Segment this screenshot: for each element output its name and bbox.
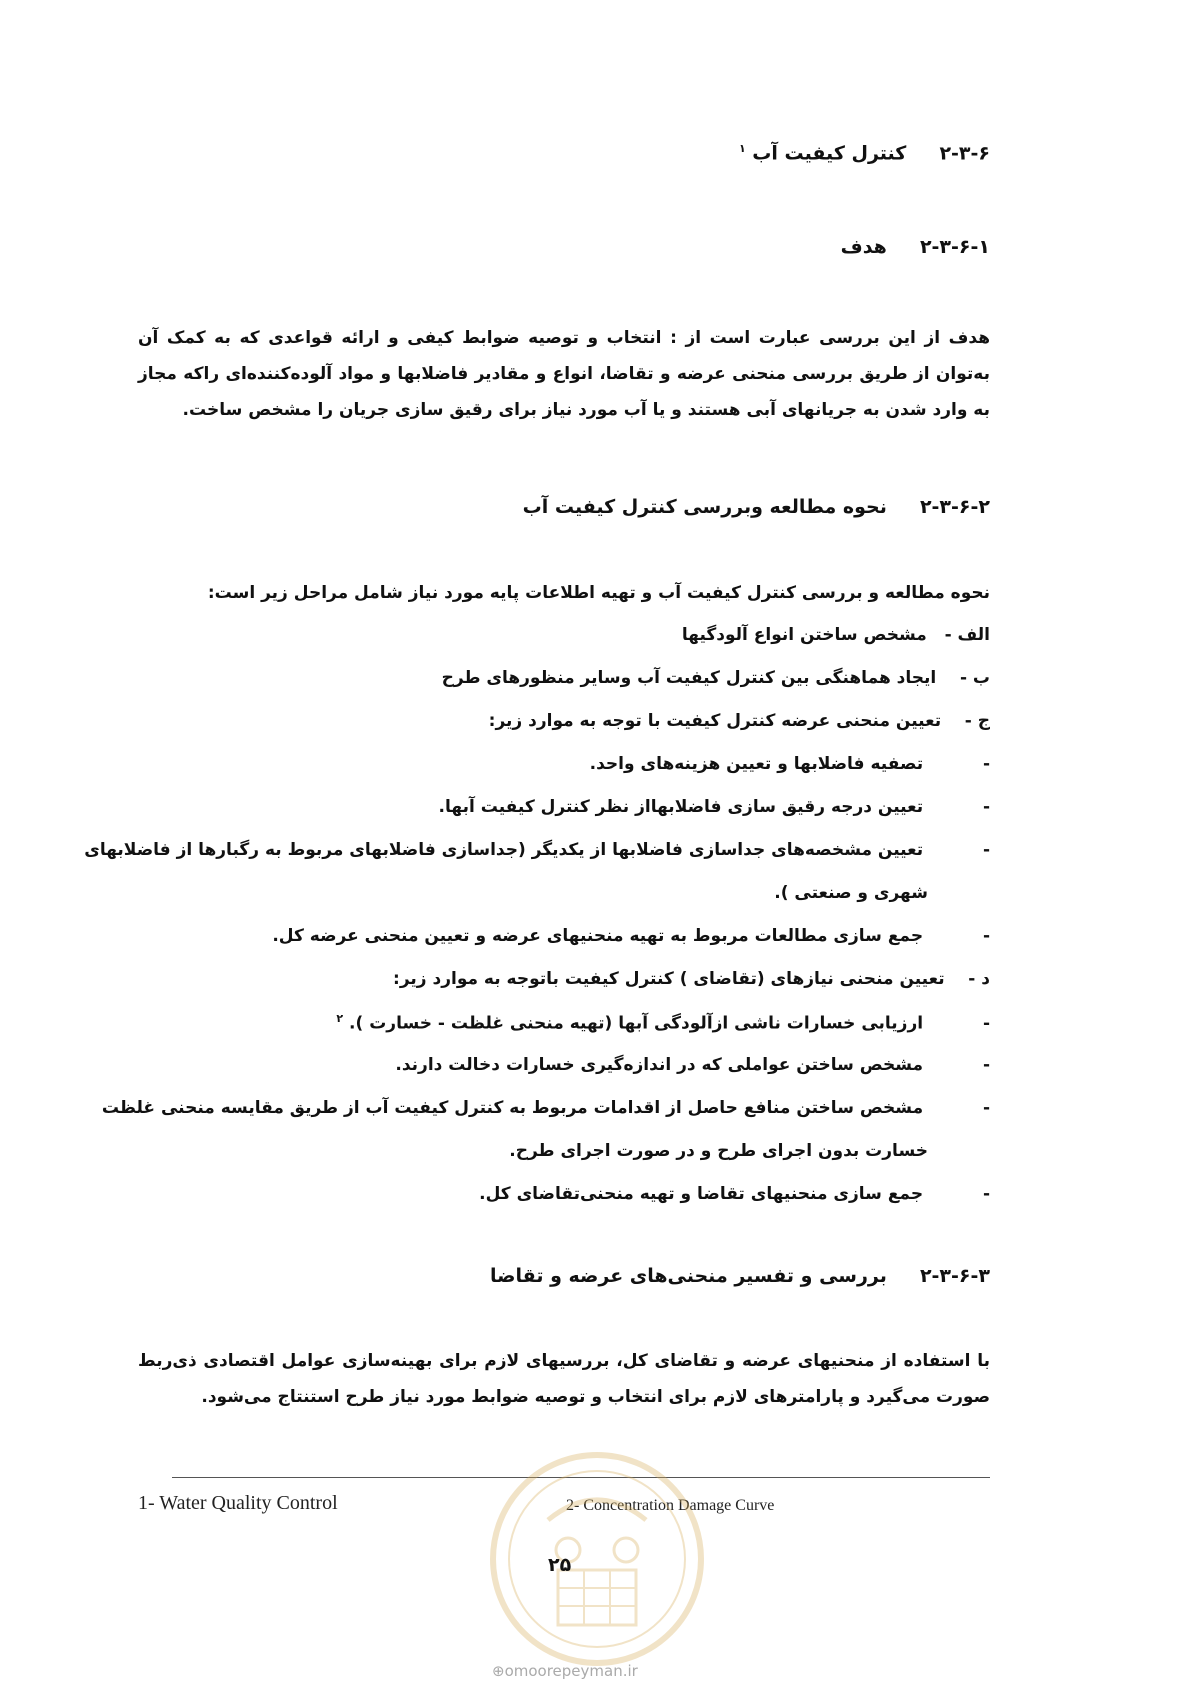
list-label: الف - [944, 625, 990, 645]
dash: - [982, 1013, 990, 1034]
list-item-alef [682, 625, 990, 645]
heading-number: ۲-۳-۶ [939, 142, 990, 165]
sub-item [479, 1184, 990, 1204]
sub-item-continuation: خسارت بدون اجرای طرح و در صورت اجرای طرح. [509, 1141, 928, 1161]
dash: - [982, 1184, 990, 1204]
watermark-url-text: omoorepeyman.ir [504, 1662, 638, 1680]
paragraph-objective: هدف از این بررسی عبارت است از : انتخاب و توصیه ضوابط کیفی و ارائه قواعدی که به کمک آن به‌توان از طریق بررسی منحنی عرضه و تقاضا، انواع و مقادیر فاضلابها و مواد آلوده‌کننده‌ای راکه مجاز به وارد شدن به جریانهای آبی هستند و یا آب مورد نیاز برای رقیق سازی جریان را مشخص ساخت. [138, 328, 990, 420]
paragraph-interpretation: با استفاده از منحنیهای عرضه و تقاضای کل، بررسیهای لازم برای بهینه‌سازی عوامل اقتصادی ذی‌ربط صورت می‌گیرد و پارامترهای لازم برای انتخاب و توصیه ضوابط مورد نیاز طرح استنتاج می‌شود. [138, 1351, 990, 1407]
sub-item-text: تعیین درجه رقیق سازی فاضلابهااز نظر کنترل کیفیت آبها. [438, 797, 924, 817]
sub-item [590, 754, 990, 774]
heading-number: ۲-۳-۶-۱ [919, 236, 990, 258]
sub-item [84, 840, 990, 860]
watermark-url [492, 1662, 638, 1680]
sub-item-text: ارزیابی خسارات ناشی ازآلودگی آبها (تهیه منحنی غلظت - خسارت ). [349, 1013, 924, 1034]
footnote-ref: ۱ [738, 142, 746, 155]
sub-item [272, 926, 990, 946]
list-label: ب - [959, 668, 990, 688]
heading-number: ۲-۳-۶-۳ [919, 1265, 990, 1287]
sub-item-continuation: شهری و صنعتی ). [774, 883, 928, 903]
sub-item-text: مشخص ساختن عواملی که در اندازه‌گیری خسارات دخالت دارند. [395, 1055, 924, 1075]
section-heading-2-3-6-1 [841, 236, 990, 258]
dash: - [982, 926, 990, 946]
sub-item-text: تصفیه فاضلابها و تعیین هزینه‌های واحد. [589, 754, 924, 774]
intro-line: نحوه مطالعه و بررسی کنترل کیفیت آب و تهیه اطلاعات پایه مورد نیاز شامل مراحل زیر است: [207, 583, 990, 603]
sub-item-text: مشخص ساختن منافع حاصل از اقدامات مربوط به کنترل کیفیت آب از طریق مقایسه منحنی غلظت [101, 1098, 924, 1118]
list-text: مشخص ساختن انواع آلودگیها [681, 625, 927, 645]
heading-title: نحوه مطالعه وبررسی کنترل کیفیت آب [522, 496, 887, 518]
sub-item [102, 1098, 990, 1118]
section-heading-2-3-6-2 [523, 496, 990, 518]
sub-item [395, 1055, 990, 1075]
dash: - [982, 1055, 990, 1075]
sub-item-text: جمع سازی منحنیهای تقاضا و تهیه منحنی‌تقاضای کل. [479, 1184, 924, 1204]
sub-item-text: جمع سازی مطالعات مربوط به تهیه منحنیهای عرضه و تعیین منحنی عرضه کل. [272, 926, 924, 946]
heading-title: هدف [840, 236, 887, 258]
heading-number: ۲-۳-۶-۲ [919, 496, 990, 518]
footnote-1: 1- Water Quality Control [138, 1492, 338, 1514]
seal-watermark-icon [488, 1450, 706, 1668]
section-heading-2-3-6 [739, 142, 990, 164]
dash: - [982, 754, 990, 774]
list-item-jim [489, 711, 990, 731]
list-item-be [442, 668, 990, 688]
dash: - [982, 840, 990, 860]
dash: - [982, 1098, 990, 1118]
list-text: تعیین منحنی نیازهای (تقاضای ) کنترل کیفیت باتوجه به موارد زیر: [393, 969, 945, 989]
section-heading-2-3-6-3 [490, 1265, 990, 1287]
page-number: ۲۵ [548, 1554, 572, 1576]
list-label: ج - [964, 711, 990, 731]
dash: - [982, 797, 990, 817]
list-text: ایجاد هماهنگی بین کنترل کیفیت آب وسایر منظورهای طرح [441, 668, 937, 688]
list-label: د - [968, 969, 990, 989]
sub-item [336, 1012, 990, 1034]
list-item-dal [393, 969, 990, 989]
sub-item [439, 797, 990, 817]
globe-icon: ⊕ [492, 1662, 505, 1680]
footnote-ref: ۲ [336, 1012, 344, 1025]
list-text: تعیین منحنی عرضه کنترل کیفیت با توجه به موارد زیر: [488, 711, 942, 731]
footnote-2: 2- Concentration Damage Curve [566, 1497, 775, 1514]
sub-item-text: تعیین مشخصه‌های جداسازی فاضلابها از یکدیگر (جداسازی فاضلابهای مربوط به رگبارها از فاضلابهای [84, 840, 924, 860]
heading-title: بررسی و تفسیر منحنی‌های عرضه و تقاضا [490, 1265, 887, 1287]
heading-title: کنترل کیفیت آب [752, 142, 907, 165]
